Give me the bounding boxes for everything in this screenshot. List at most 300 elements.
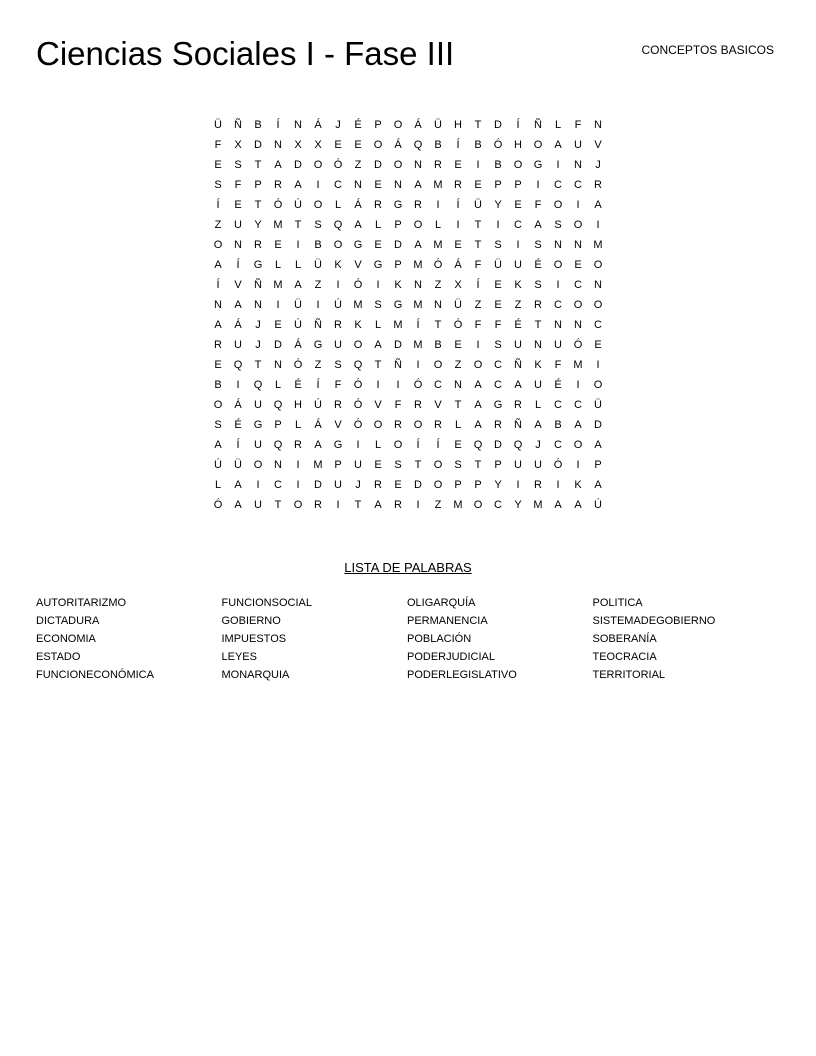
- grid-cell: Ú: [334, 299, 342, 311]
- grid-cell: N: [394, 179, 402, 191]
- grid-cell: M: [573, 359, 583, 371]
- grid-cell: K: [574, 479, 582, 491]
- grid-cell: É: [554, 379, 562, 391]
- grid-cell: O: [313, 199, 323, 211]
- grid-cell: Ú: [294, 199, 302, 211]
- grid-cell: Ó: [413, 379, 423, 391]
- grid-cell: R: [454, 179, 462, 191]
- grid-cell: I: [296, 459, 300, 471]
- grid-cell: A: [514, 379, 522, 391]
- grid-cell: É: [514, 319, 522, 331]
- grid-cell: B: [314, 239, 322, 251]
- grid-cell: L: [334, 199, 342, 211]
- grid-cell: Ó: [433, 259, 443, 271]
- grid-cell: V: [334, 419, 342, 431]
- grid-cell: N: [594, 119, 602, 131]
- grid-cell: O: [373, 419, 383, 431]
- grid-cell: I: [376, 379, 380, 391]
- page-subtitle: CONCEPTOS BASICOS: [641, 43, 774, 57]
- word-list-item: TERRITORIAL: [592, 669, 666, 681]
- grid-cell: O: [573, 439, 583, 451]
- grid-cell: E: [334, 139, 342, 151]
- grid-cell: A: [534, 419, 542, 431]
- grid-cell: O: [413, 219, 423, 231]
- grid-cell: F: [534, 199, 542, 211]
- grid-cell: O: [433, 459, 443, 471]
- grid-cell: Á: [294, 339, 302, 351]
- word-list-column: [36, 594, 222, 684]
- grid-cell: S: [534, 239, 542, 251]
- grid-cell: V: [594, 139, 602, 151]
- grid-cell: Á: [314, 419, 322, 431]
- grid-cell: X: [234, 139, 242, 151]
- grid-cell: F: [554, 359, 562, 371]
- grid-cell: R: [514, 399, 522, 411]
- word-list-item: SISTEMADEGOBIERNO: [592, 615, 716, 627]
- grid-cell: T: [474, 219, 482, 231]
- grid-cell: R: [334, 319, 342, 331]
- grid-cell: Ñ: [514, 419, 522, 431]
- grid-cell: C: [514, 219, 522, 231]
- grid-cell: Í: [436, 439, 440, 451]
- grid-cell: O: [253, 459, 263, 471]
- word-list-item: PERMANENCIA: [407, 615, 488, 627]
- grid-cell: Y: [494, 479, 502, 491]
- grid-cell: V: [354, 259, 362, 271]
- grid-cell: D: [414, 479, 422, 491]
- grid-cell: U: [534, 379, 542, 391]
- grid-cell: O: [433, 359, 443, 371]
- grid-cell: P: [374, 119, 382, 131]
- grid-cell: C: [274, 479, 282, 491]
- grid-cell: R: [534, 479, 542, 491]
- grid-cell: N: [414, 159, 422, 171]
- grid-cell: D: [314, 479, 322, 491]
- grid-cell: Ü: [434, 119, 442, 131]
- grid-cell: I: [236, 379, 240, 391]
- grid-cell: M: [433, 179, 443, 191]
- grid-cell: C: [554, 399, 562, 411]
- grid-cell: Í: [416, 439, 420, 451]
- grid-cell: O: [593, 299, 603, 311]
- grid-cell: É: [294, 379, 302, 391]
- word-list-column: [407, 594, 593, 684]
- grid-cell: N: [414, 279, 422, 291]
- word-list-item: OLIGARQUÍA: [407, 597, 476, 609]
- grid-cell: O: [293, 499, 303, 511]
- grid-cell: Y: [514, 499, 522, 511]
- grid-cell: R: [374, 199, 382, 211]
- grid-cell: E: [454, 439, 462, 451]
- grid-cell: N: [574, 159, 582, 171]
- grid-cell: O: [553, 199, 563, 211]
- grid-cell: T: [454, 399, 462, 411]
- grid-cell: O: [353, 339, 363, 351]
- grid-cell: A: [294, 179, 302, 191]
- grid-cell: C: [554, 299, 562, 311]
- grid-cell: Q: [513, 439, 523, 451]
- grid-cell: Ñ: [234, 119, 242, 131]
- grid-cell: M: [413, 299, 423, 311]
- grid-cell: Á: [394, 139, 402, 151]
- grid-cell: V: [234, 279, 242, 291]
- grid-cell: I: [556, 279, 560, 291]
- grid-cell: R: [374, 479, 382, 491]
- grid-cell: R: [274, 179, 282, 191]
- grid-cell: N: [254, 299, 262, 311]
- grid-cell: Q: [353, 359, 363, 371]
- grid-cell: Í: [456, 139, 460, 151]
- grid-cell: N: [274, 459, 282, 471]
- grid-cell: U: [334, 479, 342, 491]
- grid-cell: V: [434, 399, 442, 411]
- word-list-heading: [0, 559, 816, 576]
- word-search-grid: [208, 115, 608, 515]
- word-list-item: MONARQUIA: [221, 669, 290, 681]
- grid-cell: P: [514, 179, 522, 191]
- grid-cell: E: [274, 239, 282, 251]
- grid-cell: E: [454, 159, 462, 171]
- grid-cell: Ó: [293, 359, 303, 371]
- word-list-item: ESTADO: [36, 651, 81, 663]
- grid-cell: S: [214, 179, 222, 191]
- grid-cell: T: [354, 499, 362, 511]
- grid-cell: D: [594, 419, 602, 431]
- grid-cell: L: [554, 119, 562, 131]
- grid-cell: M: [393, 319, 403, 331]
- grid-cell: A: [594, 439, 602, 451]
- grid-cell: U: [514, 339, 522, 351]
- grid-cell: G: [373, 259, 383, 271]
- grid-cell: O: [593, 379, 603, 391]
- grid-cell: U: [334, 339, 342, 351]
- grid-cell: A: [294, 279, 302, 291]
- grid-cell: D: [294, 159, 302, 171]
- grid-cell: L: [374, 219, 382, 231]
- grid-cell: T: [474, 119, 482, 131]
- grid-cell: G: [253, 419, 263, 431]
- grid-cell: Q: [333, 219, 343, 231]
- grid-cell: Ó: [553, 459, 563, 471]
- grid-cell: A: [474, 379, 482, 391]
- grid-cell: G: [253, 259, 263, 271]
- grid-cell: E: [374, 179, 382, 191]
- grid-cell: L: [534, 399, 542, 411]
- grid-cell: A: [234, 499, 242, 511]
- grid-cell: J: [255, 339, 261, 351]
- grid-cell: I: [296, 239, 300, 251]
- grid-cell: J: [355, 479, 361, 491]
- grid-cell: P: [454, 479, 462, 491]
- grid-cell: Ú: [594, 499, 602, 511]
- grid-cell: D: [254, 139, 262, 151]
- grid-cell: Z: [314, 359, 322, 371]
- grid-cell: P: [394, 259, 402, 271]
- grid-cell: O: [393, 439, 403, 451]
- grid-cell: S: [494, 339, 502, 351]
- grid-cell: E: [214, 359, 222, 371]
- grid-cell: I: [556, 479, 560, 491]
- grid-cell: I: [456, 219, 460, 231]
- grid-cell: Z: [454, 359, 462, 371]
- grid-cell: N: [574, 319, 582, 331]
- grid-cell: L: [374, 439, 382, 451]
- grid-cell: E: [494, 299, 502, 311]
- grid-cell: U: [254, 499, 262, 511]
- grid-cell: O: [533, 139, 543, 151]
- grid-cell: I: [576, 379, 580, 391]
- grid-cell: T: [474, 239, 482, 251]
- grid-cell: Z: [434, 499, 442, 511]
- grid-cell: Ó: [353, 419, 363, 431]
- grid-cell: L: [274, 379, 282, 391]
- grid-cell: R: [434, 419, 442, 431]
- grid-cell: R: [394, 419, 402, 431]
- grid-cell: K: [334, 259, 342, 271]
- grid-cell: C: [574, 279, 582, 291]
- grid-cell: Ü: [594, 399, 602, 411]
- grid-cell: T: [274, 499, 282, 511]
- grid-cell: Ó: [453, 319, 463, 331]
- grid-cell: P: [394, 219, 402, 231]
- grid-cell: O: [573, 299, 583, 311]
- grid-cell: T: [254, 199, 262, 211]
- grid-cell: E: [514, 199, 522, 211]
- grid-cell: A: [574, 499, 582, 511]
- grid-cell: M: [593, 239, 603, 251]
- grid-cell: M: [533, 499, 543, 511]
- grid-cell: I: [396, 379, 400, 391]
- grid-cell: O: [573, 219, 583, 231]
- grid-cell: G: [493, 399, 503, 411]
- grid-cell: F: [494, 319, 502, 331]
- grid-cell: Q: [253, 379, 263, 391]
- grid-cell: Í: [476, 279, 480, 291]
- grid-cell: C: [494, 499, 502, 511]
- grid-cell: Á: [454, 259, 462, 271]
- grid-cell: A: [474, 399, 482, 411]
- grid-cell: S: [494, 239, 502, 251]
- grid-cell: C: [494, 359, 502, 371]
- grid-cell: C: [334, 179, 342, 191]
- grid-cell: R: [434, 159, 442, 171]
- grid-cell: M: [413, 259, 423, 271]
- grid-cell: R: [294, 439, 302, 451]
- grid-cell: E: [454, 239, 462, 251]
- grid-cell: É: [354, 119, 362, 131]
- grid-cell: O: [333, 239, 343, 251]
- grid-cell: D: [274, 339, 282, 351]
- grid-cell: O: [473, 359, 483, 371]
- grid-cell: R: [534, 299, 542, 311]
- grid-cell: Á: [234, 319, 242, 331]
- grid-cell: T: [414, 459, 422, 471]
- grid-cell: Q: [273, 439, 283, 451]
- grid-cell: M: [273, 279, 283, 291]
- grid-cell: T: [474, 459, 482, 471]
- grid-cell: A: [374, 339, 382, 351]
- grid-cell: O: [393, 159, 403, 171]
- grid-cell: G: [353, 239, 363, 251]
- page-title: Ciencias Sociales I - Fase III: [36, 35, 455, 72]
- grid-cell: A: [374, 499, 382, 511]
- grid-cell: C: [574, 179, 582, 191]
- grid-cell: E: [454, 339, 462, 351]
- grid-cell: U: [354, 459, 362, 471]
- grid-cell: E: [234, 199, 242, 211]
- grid-cell: T: [434, 319, 442, 331]
- grid-cell: X: [314, 139, 322, 151]
- grid-cell: K: [534, 359, 542, 371]
- grid-cell: S: [214, 419, 222, 431]
- grid-cell: P: [494, 179, 502, 191]
- grid-cell: A: [594, 199, 602, 211]
- grid-cell: J: [255, 319, 261, 331]
- grid-cell: E: [374, 239, 382, 251]
- grid-cell: N: [574, 239, 582, 251]
- grid-cell: Ú: [214, 459, 222, 471]
- grid-cell: Í: [316, 379, 320, 391]
- grid-cell: R: [314, 499, 322, 511]
- grid-cell: Q: [233, 359, 243, 371]
- grid-cell: Q: [413, 139, 423, 151]
- word-list-column: [222, 594, 408, 684]
- grid-cell: I: [556, 159, 560, 171]
- grid-cell: J: [535, 439, 541, 451]
- grid-cell: U: [234, 339, 242, 351]
- grid-cell: I: [576, 459, 580, 471]
- grid-cell: A: [234, 479, 242, 491]
- grid-cell: O: [413, 419, 423, 431]
- grid-cell: Ü: [214, 119, 222, 131]
- grid-cell: N: [554, 319, 562, 331]
- grid-cell: N: [434, 299, 442, 311]
- grid-cell: L: [294, 259, 302, 271]
- grid-cell: S: [394, 459, 402, 471]
- grid-cell: R: [494, 419, 502, 431]
- grid-cell: I: [576, 199, 580, 211]
- grid-cell: I: [336, 499, 340, 511]
- grid-cell: F: [394, 399, 402, 411]
- grid-cell: O: [593, 259, 603, 271]
- grid-cell: S: [454, 459, 462, 471]
- grid-cell: D: [494, 119, 502, 131]
- grid-cell: Á: [354, 199, 362, 211]
- grid-cell: A: [574, 419, 582, 431]
- grid-cell: S: [314, 219, 322, 231]
- word-list-item: ECONOMIA: [36, 633, 96, 645]
- grid-cell: T: [254, 359, 262, 371]
- grid-cell: N: [234, 239, 242, 251]
- grid-cell: M: [453, 499, 463, 511]
- grid-cell: N: [454, 379, 462, 391]
- word-list-item: DICTADURA: [36, 615, 100, 627]
- grid-cell: I: [476, 339, 480, 351]
- grid-cell: Ñ: [534, 119, 542, 131]
- grid-cell: E: [474, 179, 482, 191]
- grid-cell: J: [595, 159, 601, 171]
- grid-cell: L: [434, 219, 442, 231]
- grid-cell: Ü: [234, 459, 242, 471]
- grid-cell: H: [514, 139, 522, 151]
- grid-cell: S: [374, 299, 382, 311]
- grid-cell: Z: [434, 279, 442, 291]
- grid-cell: O: [553, 259, 563, 271]
- grid-cell: Ó: [333, 159, 343, 171]
- grid-cell: N: [214, 299, 222, 311]
- grid-cell: B: [554, 419, 562, 431]
- grid-cell: G: [393, 199, 403, 211]
- grid-cell: R: [334, 399, 342, 411]
- grid-cell: Ú: [294, 319, 302, 331]
- grid-cell: C: [594, 319, 602, 331]
- grid-cell: Í: [416, 319, 420, 331]
- grid-cell: Ñ: [394, 359, 402, 371]
- grid-cell: P: [334, 459, 342, 471]
- grid-cell: I: [476, 159, 480, 171]
- grid-cell: F: [574, 119, 582, 131]
- grid-cell: D: [374, 159, 382, 171]
- grid-cell: D: [394, 239, 402, 251]
- grid-cell: É: [234, 419, 242, 431]
- grid-cell: T: [294, 219, 302, 231]
- grid-cell: C: [574, 399, 582, 411]
- grid-cell: Í: [216, 199, 220, 211]
- grid-cell: N: [274, 359, 282, 371]
- grid-cell: L: [454, 419, 462, 431]
- grid-cell: U: [574, 139, 582, 151]
- word-list-item: AUTORITARIZMO: [36, 597, 127, 609]
- grid-cell: S: [334, 359, 342, 371]
- grid-cell: Z: [214, 219, 222, 231]
- grid-cell: S: [234, 159, 242, 171]
- grid-cell: R: [254, 239, 262, 251]
- grid-cell: O: [513, 159, 523, 171]
- grid-cell: D: [494, 439, 502, 451]
- grid-cell: I: [496, 219, 500, 231]
- grid-cell: E: [354, 139, 362, 151]
- grid-cell: E: [494, 279, 502, 291]
- grid-cell: U: [254, 399, 262, 411]
- word-list-item: LEYES: [221, 651, 257, 663]
- grid-cell: E: [574, 259, 582, 271]
- grid-cell: É: [534, 259, 542, 271]
- grid-cell: U: [254, 439, 262, 451]
- grid-cell: I: [296, 479, 300, 491]
- grid-cell: N: [534, 339, 542, 351]
- grid-cell: P: [494, 459, 502, 471]
- grid-cell: I: [376, 279, 380, 291]
- grid-cell: N: [354, 179, 362, 191]
- grid-cell: X: [454, 279, 462, 291]
- grid-cell: O: [393, 119, 403, 131]
- grid-cell: M: [273, 219, 283, 231]
- grid-cell: Q: [273, 399, 283, 411]
- grid-cell: I: [416, 499, 420, 511]
- grid-cell: L: [274, 259, 282, 271]
- grid-cell: A: [474, 419, 482, 431]
- grid-cell: G: [313, 339, 323, 351]
- grid-cell: Z: [474, 299, 482, 311]
- grid-cell: Ó: [493, 139, 503, 151]
- grid-cell: Á: [414, 119, 422, 131]
- grid-cell: A: [234, 299, 242, 311]
- grid-cell: B: [434, 139, 442, 151]
- grid-cell: F: [334, 379, 342, 391]
- grid-cell: O: [213, 239, 223, 251]
- grid-cell: T: [534, 319, 542, 331]
- grid-cell: A: [354, 219, 362, 231]
